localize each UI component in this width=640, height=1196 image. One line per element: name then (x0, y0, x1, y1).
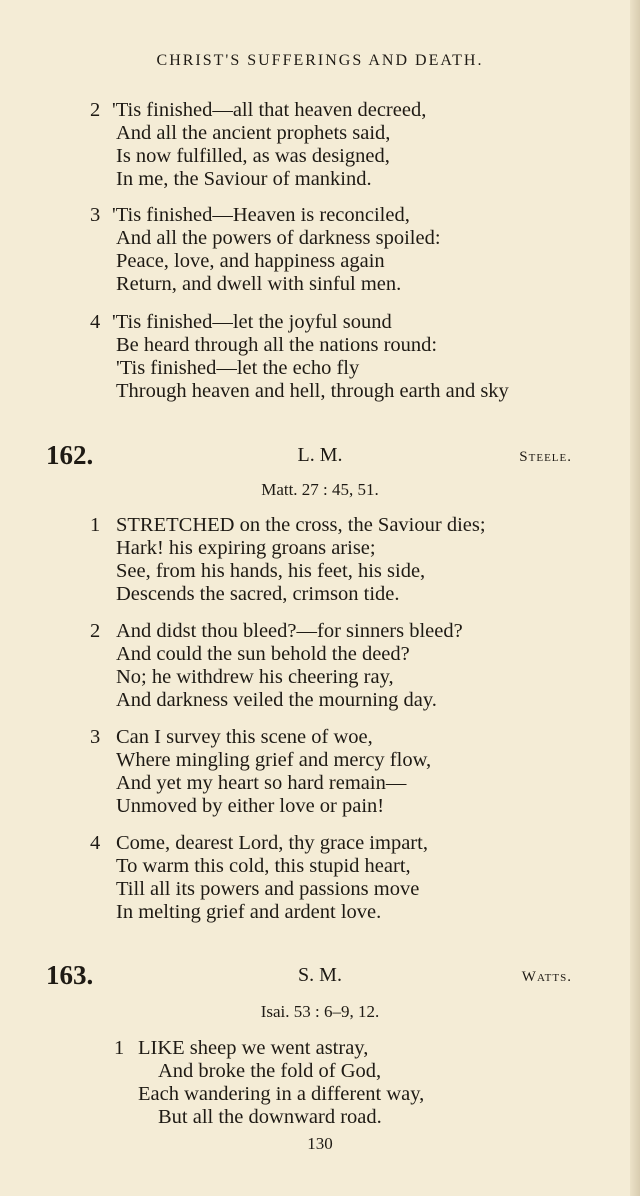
stanza (0, 99, 640, 191)
verse-line: In melting grief and ardent love. (116, 901, 382, 923)
hymn-meter: S. M. (298, 964, 342, 986)
verse-line: And yet my heart so hard remain— (116, 772, 407, 794)
verse-line: Unmoved by either love or pain! (116, 795, 385, 817)
verse-line: And all the ancient prophets said, (116, 122, 391, 144)
verse-line: To warm this cold, this stupid heart, (116, 855, 411, 877)
scripture-reference: Matt. 27 : 45, 51. (261, 480, 379, 499)
verse-line: Till all its powers and passions move (116, 878, 420, 900)
verse-line: 2 'Tis finished—all that heaven decreed, (90, 99, 427, 121)
verse-line: And could the sun behold the deed? (116, 643, 410, 665)
verse-line: Peace, love, and happiness again (116, 250, 385, 272)
verse-line: But all the downward road. (158, 1106, 382, 1128)
verse-line: Descends the sacred, crimson tide. (116, 583, 400, 605)
hymn-author: Steele. (519, 449, 572, 465)
verse-line: 4 Come, dearest Lord, thy grace impart, (90, 832, 428, 854)
stanza-number: 2 (90, 620, 101, 642)
hymn-number: 163. (46, 960, 94, 990)
verse-line: Through heaven and hell, through earth and sky (116, 380, 509, 402)
running-head: CHRIST'S SUFFERINGS AND DEATH. (156, 52, 484, 69)
stanza-number: 4 (90, 311, 101, 333)
stanza-number: 2 (90, 99, 101, 121)
verse-line: 1 STRETCHED on the cross, the Saviour dies; (90, 514, 486, 536)
verse-line: 3 'Tis finished—Heaven is reconciled, (90, 204, 410, 226)
stanza-number: 3 (90, 726, 101, 748)
stanza (0, 832, 640, 924)
verse-line: 'Tis finished—let the echo fly (116, 357, 360, 379)
verse-line: Hark! his expiring groans arise; (116, 537, 376, 559)
verse-line: 1 LIKE sheep we went astray, (114, 1037, 369, 1059)
stanza (0, 514, 640, 606)
scripture-reference: Isai. 53 : 6–9, 12. (260, 1002, 380, 1021)
hymn-author: Watts. (521, 969, 572, 985)
stanza (0, 204, 640, 296)
stanza-number: 4 (90, 832, 101, 854)
hymn-header (0, 958, 640, 992)
verse-line: No; he withdrew his cheering ray, (116, 666, 394, 688)
page-number: 130 (307, 1134, 333, 1153)
stanza (0, 311, 640, 403)
hymn-meter: L. M. (297, 444, 343, 466)
verse-line: Return, and dwell with sinful men. (116, 273, 402, 295)
verse-line: See, from his hands, his feet, his side, (116, 560, 426, 582)
stanza-number: 1 (90, 514, 101, 536)
verse-line: Where mingling grief and mercy flow, (116, 749, 432, 771)
stanza (0, 620, 640, 712)
verse-line: 4 'Tis finished—let the joyful sound (90, 311, 392, 333)
verse-line: And broke the fold of God, (158, 1060, 382, 1082)
hymn-header (0, 438, 640, 472)
stanza-number: 3 (90, 204, 101, 226)
verse-line: And all the powers of darkness spoiled: (116, 227, 441, 249)
stanza-number: 1 (114, 1037, 125, 1059)
verse-line: 3 Can I survey this scene of woe, (90, 726, 373, 748)
verse-line: In me, the Saviour of mankind. (116, 168, 372, 190)
stanza (0, 1037, 640, 1129)
verse-line: And darkness veiled the mourning day. (116, 689, 437, 711)
hymn-number: 162. (46, 440, 94, 470)
verse-line: Be heard through all the nations round: (116, 334, 438, 356)
verse-line: Is now fulfilled, as was designed, (116, 145, 390, 167)
stanza (0, 726, 640, 818)
verse-line: 2 And didst thou bleed?—for sinners bleed? (90, 620, 463, 642)
verse-line: Each wandering in a different way, (138, 1083, 425, 1105)
